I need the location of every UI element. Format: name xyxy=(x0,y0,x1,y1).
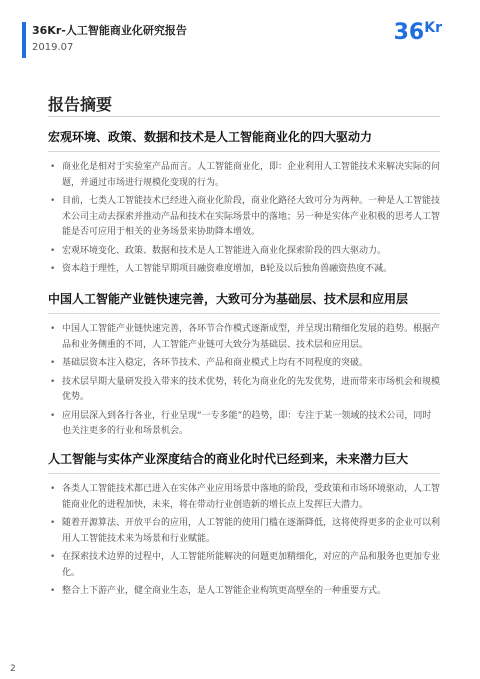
list-item: • 各类人工智能技术都已进入在实体产业应用场景中落地的阶段，受政策和市场环境驱动，人工智能商业化的进程加快，未来，将在带动行业创造新的增长点上发挥巨大潜力。 xyxy=(48,482,440,513)
list-item: • 目前，七类人工智能技术已经进入商业化阶段，商业化路径大致可分为两种。一种是人工智能技术公司主动去探索并推动产品和技术在实际场景中的落地；另一种是实体产业积极的思考人工智能是否可应用于相关的业务场景来协助降本增效。 xyxy=(48,194,440,241)
page-title: 报告摘要 xyxy=(48,95,113,114)
section-divider xyxy=(48,473,440,474)
section-industry-chain xyxy=(48,286,440,443)
logo-main-text: 36 xyxy=(393,20,425,45)
section-heading: 中国人工智能产业链快速完善，大致可分为基础层、技术层和应用层 xyxy=(48,292,409,306)
header-accent-bar xyxy=(22,22,26,58)
list-item: • 中国人工智能产业链快速完善，各环节合作模式逐渐成型，并呈现出精细化发展的趋势。根据产品和业务侧重的不同，人工智能产业链可大致分为基础层、技术层和应用层。 xyxy=(48,322,440,353)
document-title: 36Kr-人工智能商业化研究报告 xyxy=(32,24,187,37)
section-heading: 人工智能与实体产业深度结合的商业化时代已经到来，未来潜力巨大 xyxy=(48,452,409,466)
brand-logo xyxy=(394,20,442,45)
section-heading: 宏观环境、政策、数据和技术是人工智能商业化的四大驱动力 xyxy=(48,130,373,144)
title-divider xyxy=(48,116,440,117)
section-drivers xyxy=(48,124,440,281)
bullet-list xyxy=(48,160,440,278)
list-item: • 技术层早期大量研发投入带来的技术优势，转化为商业化的先发优势，进而带来市场机会和规模优势。 xyxy=(48,375,440,406)
list-item: • 宏观环境变化、政策、数据和技术是人工智能进入商业化探索阶段的四大驱动力。 xyxy=(48,244,440,260)
list-item: • 基础层资本注入稳定，各环节技术、产品和商业模式上均有不同程度的突破。 xyxy=(48,356,440,372)
list-item: • 应用层深入到各行各业，行业呈现“一专多能”的趋势，即：专注于某一领域的技术公司，同时也关注更多的行业和场景机会。 xyxy=(48,409,440,440)
bullet-list xyxy=(48,322,440,440)
bullet-list xyxy=(48,482,440,600)
list-item: • 资本趋于理性，人工智能早期项目融资难度增加，B轮及以后独角兽融资热度不减。 xyxy=(48,262,440,278)
section-future xyxy=(48,446,440,603)
list-item: • 商业化是相对于实验室产品而言。人工智能商业化，即：企业利用人工智能技术来解决实际的问题，并通过市场进行规模化变现的行为。 xyxy=(48,160,440,191)
list-item: • 在探索技术边界的过程中，人工智能所能解决的问题更加精细化，对应的产品和服务也更加专业化。 xyxy=(48,550,440,581)
list-item: • 整合上下游产业，健全商业生态，是人工智能企业构筑更高壁垒的一种重要方式。 xyxy=(48,584,440,600)
section-divider xyxy=(48,151,440,152)
page-number: 2 xyxy=(10,664,16,674)
section-divider xyxy=(48,313,440,314)
document-date: 2019.07 xyxy=(32,42,74,53)
list-item: • 随着开源算法、开放平台的应用，人工智能的使用门槛在逐渐降低，这将使得更多的企业可以利用人工智能技术来为场景和行业赋能。 xyxy=(48,516,440,547)
logo-sub-text: Kr xyxy=(424,20,442,36)
